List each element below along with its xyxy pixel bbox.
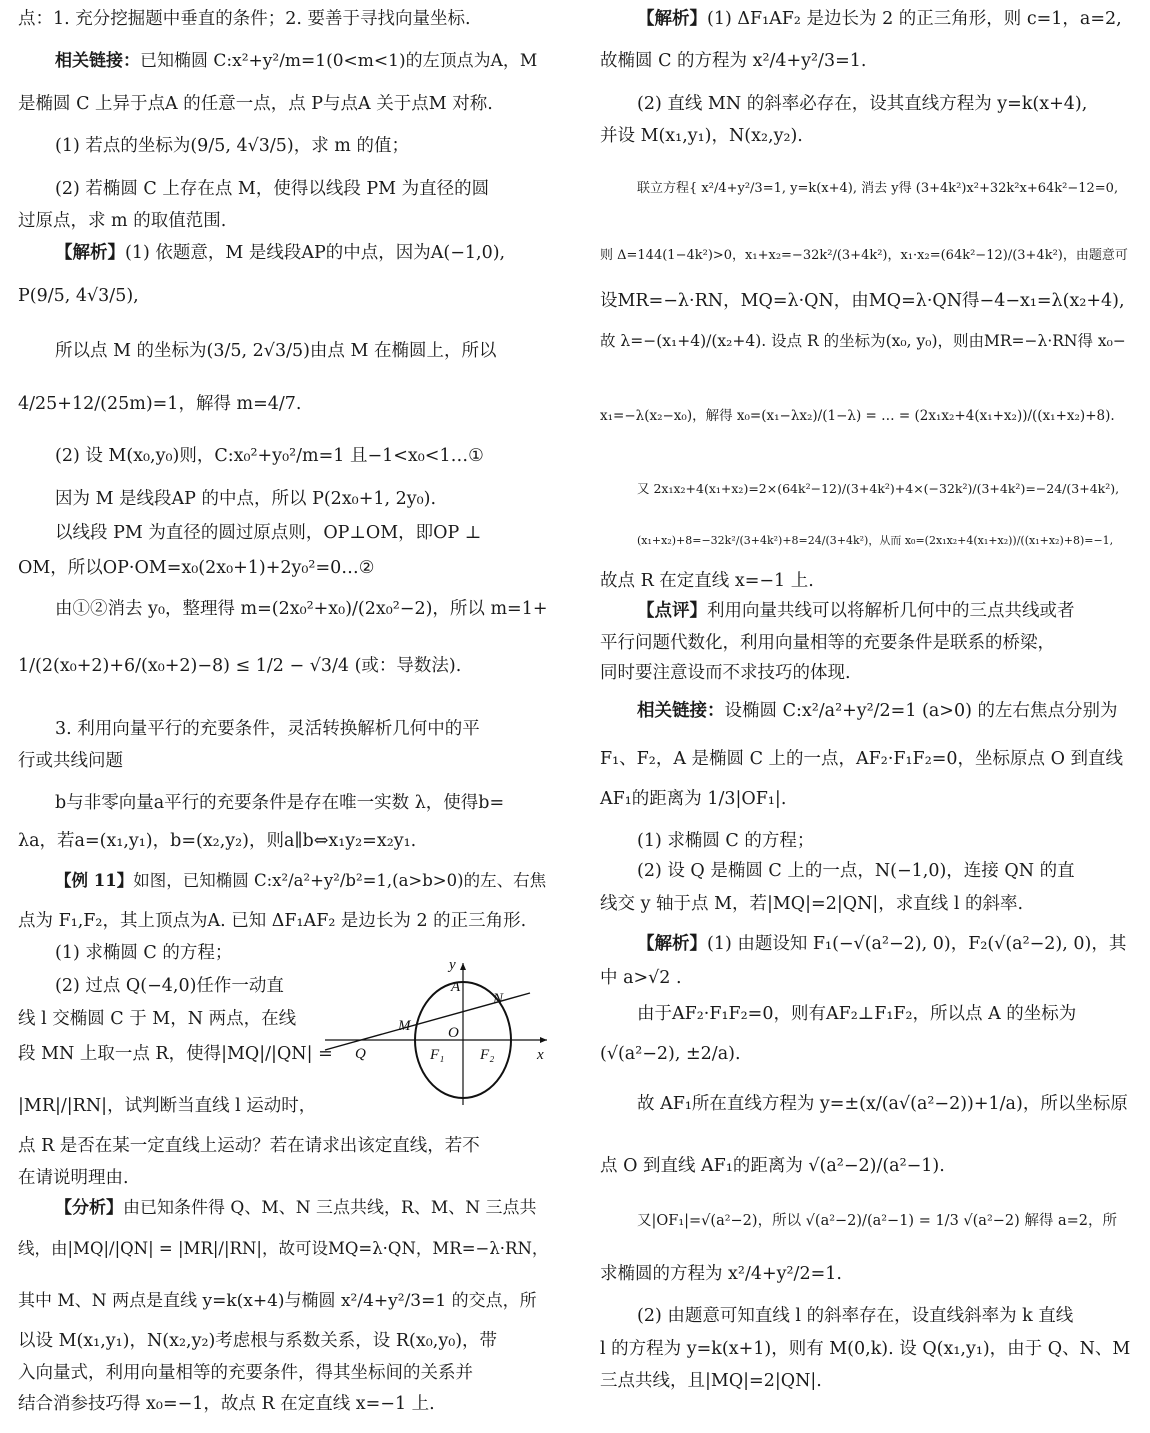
right-line: 则 Δ=144(1−4k²)>0，x₁+x₂=−32k²/(3+4k²)，x₁·x₂=(64k²−12)/(3+4k²)，由题意可 — [600, 248, 1128, 263]
left-line: 因为 M 是线段AP 的中点，所以 P(2x₀+1, 2y₀). — [55, 489, 437, 509]
left-line: 3. 利用向量平行的充要条件，灵活转换解析几何中的平 — [55, 719, 480, 739]
right-line: 故 λ=−(x₁+4)/(x₂+4). 设点 R 的坐标为(x₀, y₀)，则由MR=−λ·RN得 x₀− — [600, 332, 1126, 350]
right-line: 求椭圆的方程为 x²/4+y²/2=1. — [600, 1264, 842, 1284]
right-line: 故点 R 在定直线 x=−1 上. — [600, 571, 814, 591]
label-O: O — [448, 1025, 459, 1041]
left-line: 在请说明理由. — [18, 1168, 129, 1188]
label-y: y — [449, 957, 456, 973]
left-line: 以设 M(x₁,y₁)，N(x₂,y₂)考虑根与系数关系，设 R(x₀,y₀)，带 — [18, 1331, 498, 1351]
right-line: (2) 由题意可知直线 l 的斜率存在，设直线斜率为 k 直线 — [637, 1306, 1074, 1326]
right-line — [637, 600, 1075, 622]
section-label: 【解析】 — [55, 243, 125, 263]
section-label: 【分析】 — [55, 1198, 123, 1218]
left-line: 过原点，求 m 的取值范围. — [18, 211, 227, 231]
left-line: λa，若a=(x₁,y₁)，b=(x₂,y₂)，则a∥b⇔x₁y₂=x₂y₁. — [18, 831, 417, 851]
left-line — [55, 50, 537, 72]
left-line: 段 MN 上取一点 R，使得|MQ|/|QN| = — [18, 1044, 333, 1064]
right-line: l 的方程为 y=k(x+1)，则有 M(0,k). 设 Q(x₁,y₁)，由于 Q、N、M — [600, 1339, 1131, 1359]
left-line: |MR|/|RN|，试判断当直线 l 运动时， — [18, 1096, 317, 1116]
left-line — [55, 1197, 537, 1219]
right-line: 同时要注意设而不求技巧的体现. — [600, 663, 851, 683]
left-line: 其中 M、N 两点是直线 y=k(x+4)与椭圆 x²/4+y²/3=1 的交点，所 — [18, 1291, 537, 1311]
x-axis-arrow — [540, 1037, 547, 1043]
label-M: M — [398, 1018, 411, 1034]
right-line: 设MR=−λ·RN，MQ=λ·QN，由MQ=λ·QN得−4−x₁=λ(x₂+4), — [600, 291, 1125, 311]
right-line: 平行问题代数化，利用向量相等的充要条件是联系的桥梁， — [600, 633, 1055, 653]
right-line: (2) 直线 MN 的斜率必存在，设其直线方程为 y=k(x+4), — [637, 94, 1088, 114]
left-line: P(9/5, 4√3/5), — [18, 286, 139, 306]
label-F1: F₁ — [430, 1047, 445, 1063]
right-line: 由于AF₂·F₁F₂=0，则有AF₂⊥F₁F₂，所以点 A 的坐标为 — [637, 1004, 1077, 1024]
left-line: (2) 若椭圆 C 上存在点 M，使得以线段 PM 为直径的圆 — [55, 179, 490, 199]
left-line: (1) 求椭圆 C 的方程； — [55, 943, 233, 963]
right-line — [637, 933, 1126, 955]
left-line: 以线段 PM 为直径的圆过原点则，OP⊥OM，即OP ⊥ — [55, 523, 482, 543]
right-line: 线交 y 轴于点 M，若|MQ|=2|QN|，求直线 l 的斜率. — [600, 894, 1024, 914]
left-line: (1) 若点的坐标为(9/5, 4√3/5)，求 m 的值； — [55, 136, 409, 156]
right-line: (2) 设 Q 是椭圆 C 上的一点，N(−1,0)，连接 QN 的直 — [637, 861, 1075, 881]
right-line: (1) 求椭圆 C 的方程； — [637, 831, 815, 851]
right-line: 三点共线，且|MQ|=2|QN|. — [600, 1371, 822, 1391]
section-label: 【点评】 — [637, 601, 707, 621]
left-line: 点为 F₁,F₂，其上顶点为A. 已知 ΔF₁AF₂ 是边长为 2 的正三角形. — [18, 911, 527, 931]
line-text: (1) 由题设知 F₁(−√(a²−2), 0)，F₂(√(a²−2), 0)，其 — [707, 934, 1127, 954]
right-line: x₁=−λ(x₂−x₀)，解得 x₀=(x₁−λx₂)/(1−λ) = … = (2x₁x₂+4(x₁+x₂))/((x₁+x₂)+8). — [600, 408, 1115, 424]
label-N: N — [493, 991, 504, 1007]
left-line: (2) 过点 Q(−4,0)任作一动直 — [55, 976, 284, 996]
line-text: 设椭圆 C:x²/a²+y²/2=1 (a>0) 的左右焦点分别为 — [724, 701, 1118, 721]
left-line: b与非零向量a平行的充要条件是存在唯一实数 λ，使得b= — [55, 793, 505, 813]
left-line: 线，由|MQ|/|QN| = |MR|/|RN|，故可设MQ=λ·QN，MR=−λ·RN， — [18, 1239, 549, 1258]
right-line — [637, 700, 1117, 722]
line-text: 如图，已知椭圆 C:x²/a²+y²/b²=1,(a>b>0)的左、右焦 — [133, 871, 547, 890]
label-Q: Q — [355, 1046, 366, 1062]
label-x: x — [537, 1047, 544, 1063]
label-A: A — [451, 979, 461, 995]
section-label: 【解析】 — [637, 9, 707, 29]
left-line: 由①②消去 y₀，整理得 m=(2x₀²+x₀)/(2x₀²−2)，所以 m=1+ — [55, 599, 548, 619]
label-F2: F₂ — [480, 1047, 495, 1063]
line-text: (1) 依题意，M 是线段AP的中点，因为A(−1,0), — [125, 243, 506, 263]
left-line: OM，所以OP·OM=x₀(2x₀+1)+2y₀²=0…② — [18, 558, 375, 578]
left-line: 所以点 M 的坐标为(3/5, 2√3/5)由点 M 在椭圆上，所以 — [55, 341, 497, 361]
left-line: 行或共线问题 — [18, 751, 123, 771]
left-line: 4/25+12/(25m)=1，解得 m=4/7. — [18, 394, 302, 414]
left-line: 点：1. 充分挖掘题中垂直的条件；2. 要善于寻找向量坐标. — [18, 9, 471, 29]
left-line: 1/(2(x₀+2)+6/(x₀+2)−8) ≤ 1/2 − √3/4 (或：导数法). — [18, 656, 462, 676]
ellipse-figure — [315, 955, 555, 1110]
left-line: (2) 设 M(x₀,y₀)则，C:x₀²+y₀²/m=1 且−1<x₀<1…① — [55, 446, 484, 466]
right-line: 故 AF₁所在直线方程为 y=±(x/(a√(a²−2))+1/a)，所以坐标原 — [637, 1094, 1128, 1114]
left-line: 点 R 是否在某一定直线上运动？若在请求出该定直线，若不 — [18, 1136, 480, 1156]
line-text: 利用向量共线可以将解析几何中的三点共线或者 — [707, 601, 1075, 621]
section-label: 【例 11】 — [55, 871, 134, 890]
right-line — [637, 8, 1122, 30]
right-line: 又|OF₁|=√(a²−2)，所以 √(a²−2)/(a²−1) = 1/3 √(a²−2) 解得 a=2，所 — [637, 1213, 1118, 1229]
right-line: 点 O 到直线 AF₁的距离为 √(a²−2)/(a²−1). — [600, 1156, 945, 1176]
section-label: 相关链接： — [55, 51, 140, 71]
ellipse-diagram-svg — [315, 955, 555, 1110]
right-line: (x₁+x₂)+8=−32k²/(3+4k²)+8=24/(3+4k²)，从而 x₀=(2x₁x₂+4(x₁+x₂))/((x₁+x₂)+8)=−1, — [637, 534, 1114, 547]
y-axis-arrow — [460, 963, 466, 970]
right-line: 又 2x₁x₂+4(x₁+x₂)=2×(64k²−12)/(3+4k²)+4×(−32k²)/(3+4k²)=−24/(3+4k²), — [637, 481, 1120, 496]
left-line — [55, 242, 505, 264]
right-line: 中 a>√2 . — [600, 968, 682, 988]
left-line: 入向量式，利用向量相等的充要条件，得其坐标间的关系并 — [18, 1363, 473, 1383]
left-line: 是椭圆 C 上异于点A 的任意一点，点 P与点A 关于点M 对称. — [18, 94, 493, 114]
right-line: (√(a²−2), ±2/a). — [600, 1044, 741, 1064]
section-label: 相关链接： — [637, 701, 725, 721]
right-line: 联立方程{ x²/4+y²/3=1, y=k(x+4), 消去 y得 (3+4k²)x²+32k²x+64k²−12=0, — [637, 181, 1119, 196]
left-line: 线 l 交椭圆 C 于 M，N 两点，在线 — [18, 1009, 297, 1029]
section-label: 【解析】 — [637, 934, 707, 954]
right-line: F₁、F₂，A 是椭圆 C 上的一点，AF₂·F₁F₂=0，坐标原点 O 到直线 — [600, 749, 1123, 769]
line-text: (1) ΔF₁AF₂ 是边长为 2 的正三角形，则 c=1，a=2, — [707, 9, 1122, 29]
right-line: 并设 M(x₁,y₁)，N(x₂,y₂). — [600, 126, 803, 146]
line-text: 已知椭圆 C:x²+y²/m=1(0<m<1)的左顶点为A，M — [140, 51, 538, 71]
left-line — [55, 870, 546, 892]
left-line: 结合消参技巧得 x₀=−1，故点 R 在定直线 x=−1 上. — [18, 1394, 435, 1414]
line-text: 由已知条件得 Q、M、N 三点共线，R、M、N 三点共 — [123, 1198, 537, 1218]
right-line: 故椭圆 C 的方程为 x²/4+y²/3=1. — [600, 51, 867, 71]
right-line: AF₁的距离为 1/3|OF₁|. — [600, 789, 787, 809]
